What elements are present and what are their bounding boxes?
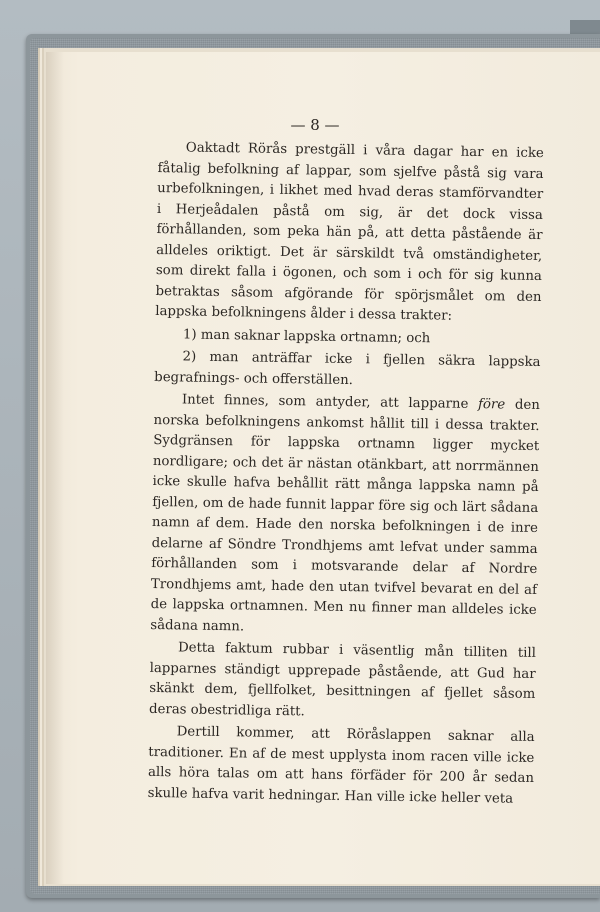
paragraph-2-italic-word: före	[477, 397, 506, 413]
paragraph-2-text-after: den norska befolkningens ankomst hållit till i dessa trakter. Sydgränsen för lappska ortnamn ligger mycket nordligare; och det är nästan otänkbart, att norrmännen icke skulle hafva behållit rätt många lappska namn på fjellen, om de hade funnit lappar före sig och lärt sådana namn af dem. Hade den norska befolkningen i de inre delarne af Söndre Trondhjems amt lefvat under samma förhållanden som i motsvarande delar af Nordre Trondhjems amt, hade den utan tvifvel bevarat en del af de lappska ortnamnen. Men nu finner man alldeles icke sådana namn.	[150, 397, 540, 634]
list-item-2: 2) man anträffar icke i fjellen säkra lappska begrafnings- och offerställen.	[154, 349, 541, 388]
paragraph-4: Dertill kommer, att Röråslappen saknar alla traditioner. En af de mest upplysta inom racen ville icke alls höra talas om att hans förfäder för 200 år sedan skulle hafva varit hedningar. Han ville icke heller veta	[147, 724, 535, 807]
paragraph-2	[150, 390, 540, 642]
body-text	[148, 138, 544, 810]
paragraph-3: Detta faktum rubbar i väsentlig mån tilliten till lapparnes ständigt upprepade påstående, att Gud har skänkt dem, fjellfolket, besittningen af fjellet såsom deras obestridliga rätt.	[148, 640, 537, 719]
list-item-1: 1) man saknar lappska ortnamn; och	[182, 326, 431, 346]
paragraph-2-text-before: Intet finnes, som antyder, att lapparne	[181, 392, 479, 413]
page-number: — 8 —	[290, 116, 340, 134]
paragraph-1: Oaktadt Rörås prestgäll i våra dagar har en icke fåtalig befolkning af lappar, som sjelfve påstå sig vara urbefolkningen, i likhet med hvad deras stamförvandter i Herjeådalen påstå om sig, är det dock vissa förhållanden, som peka hän på, att detta påstående är alldeles oriktigt. Det är särskildt två omständigheter, som direkt falla i ögonen, och som i och för sig kunna betraktas såsom afgörande för spörjsmålet om den lappska befolkningens ålder i dessa trakter:	[155, 140, 544, 324]
